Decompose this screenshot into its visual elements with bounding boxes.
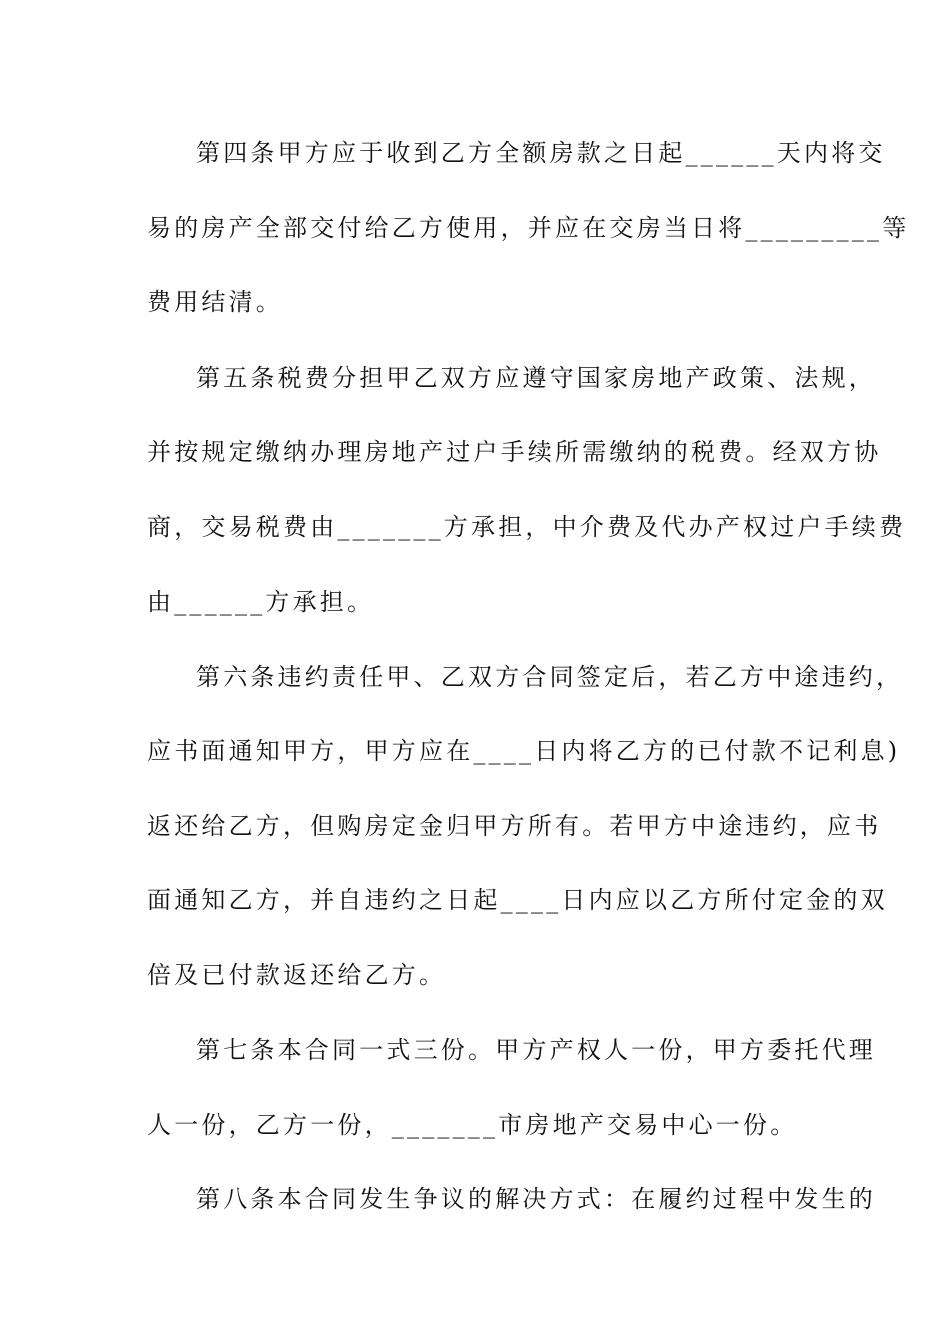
article-6-line-3: 返还给乙方，但购房定金归甲方所有。若甲方中途违约，应书 (147, 812, 882, 840)
article-5-line-2: 并按规定缴纳办理房地产过户手续所需缴纳的税费。经双方协 (147, 438, 882, 466)
article-6-line-1: 第六条违约责任甲、乙双方合同签定后，若乙方中途违约， (196, 663, 904, 691)
article-5-line-3: 商，交易税费由_______方承担，中介费及代办产权过户手续费 (147, 513, 907, 541)
article-7-line-1: 第七条本合同一式三份。甲方产权人一份，甲方委托代理 (196, 1036, 876, 1064)
article-8-line-1: 第八条本合同发生争议的解决方式：在履约过程中发生的 (196, 1185, 876, 1213)
article-6-line-5: 倍及已付款返还给乙方。 (147, 961, 447, 989)
article-6-line-4: 面通知乙方，并自违约之日起____日内应以乙方所付定金的双 (147, 886, 888, 914)
article-5-line-4: 由______方承担。 (147, 588, 375, 616)
article-7-line-2: 人一份，乙方一份，_______市房地产交易中心一份。 (147, 1111, 798, 1139)
article-4-line-1: 第四条甲方应于收到乙方全额房款之日起______天内将交 (196, 139, 886, 167)
article-6-line-2: 应书面通知甲方，甲方应在____日内将乙方的已付款不记利息) (147, 737, 901, 765)
article-4-line-3: 费用结清。 (147, 288, 283, 316)
article-5-line-1: 第五条税费分担甲乙双方应遵守国家房地产政策、法规， (196, 364, 876, 392)
article-4-line-2: 易的房产全部交付给乙方使用，并应在交房当日将_________等 (147, 214, 910, 242)
